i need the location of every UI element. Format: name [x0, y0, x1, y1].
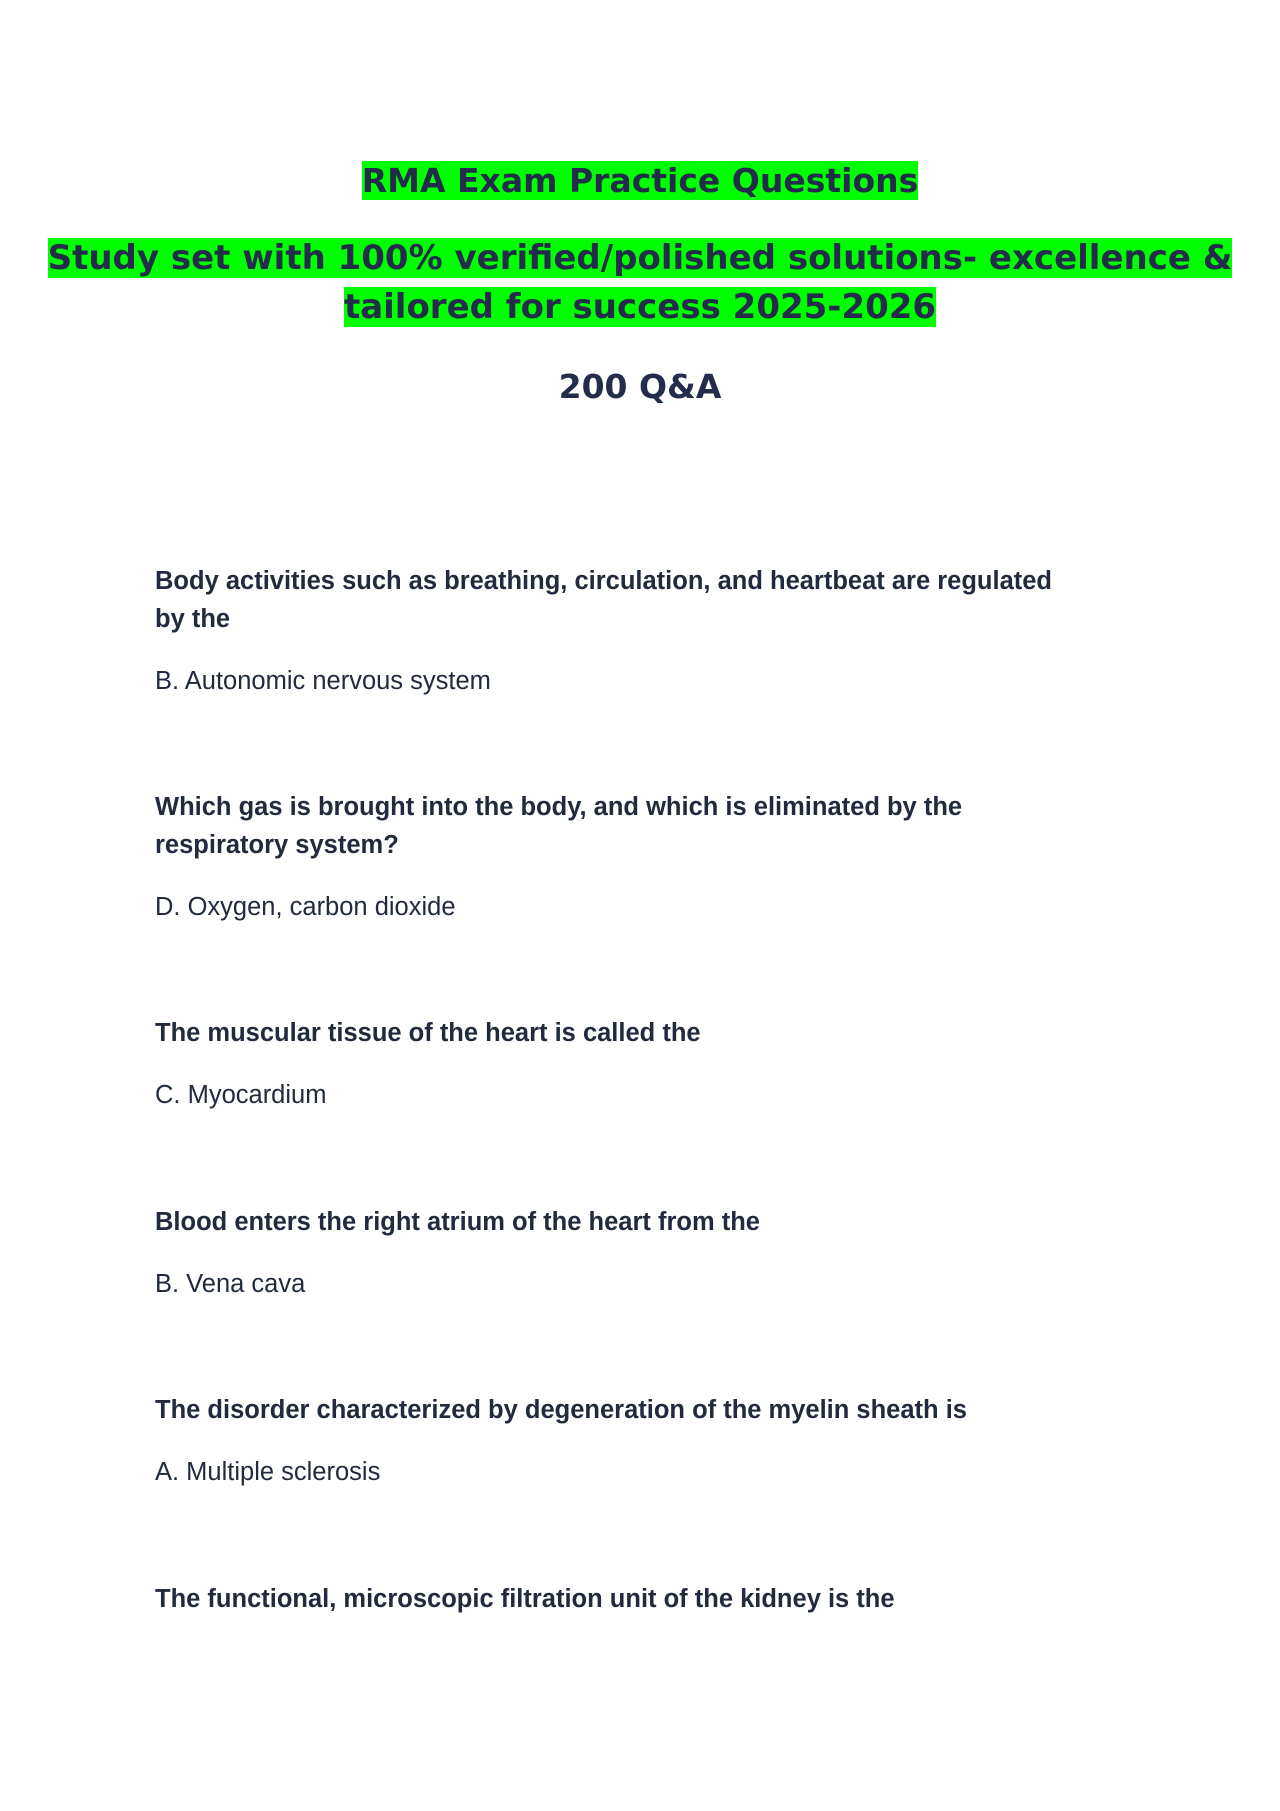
document-title-block — [0, 156, 1280, 206]
question-text: Body activities such as breathing, circulation, and heartbeat are regulated by the — [155, 567, 1053, 633]
question-text: The functional, microscopic filtration unit of the kidney is the — [155, 1585, 895, 1613]
qa-item — [155, 1014, 1085, 1114]
answer-text: A. Multiple sclerosis — [155, 1458, 381, 1486]
qa-item — [155, 1391, 1085, 1491]
document-subtitle-block — [0, 234, 1280, 332]
answer-text: B. Autonomic nervous system — [155, 667, 491, 695]
document-subtitle: Study set with 100% verified/polished solutions- excellence & tailored for success 2025-2026 — [47, 238, 1233, 327]
question-text: Blood enters the right atrium of the heart from the — [155, 1208, 760, 1236]
qa-item — [155, 562, 1085, 700]
answer-text: D. Oxygen, carbon dioxide — [155, 893, 456, 921]
document-title: RMA Exam Practice Questions — [361, 161, 919, 200]
question-text: The muscular tissue of the heart is called the — [155, 1019, 701, 1047]
qa-item — [155, 788, 1085, 926]
answer-text: C. Myocardium — [155, 1081, 327, 1109]
question-count: 200 Q&A — [558, 367, 722, 406]
qa-item — [155, 1203, 1085, 1303]
question-text: Which gas is brought into the body, and which is eliminated by the respiratory system? — [155, 793, 963, 859]
qa-item — [155, 1580, 1085, 1618]
answer-text: B. Vena cava — [155, 1270, 306, 1298]
question-text: The disorder characterized by degeneration of the myelin sheath is — [155, 1396, 967, 1424]
